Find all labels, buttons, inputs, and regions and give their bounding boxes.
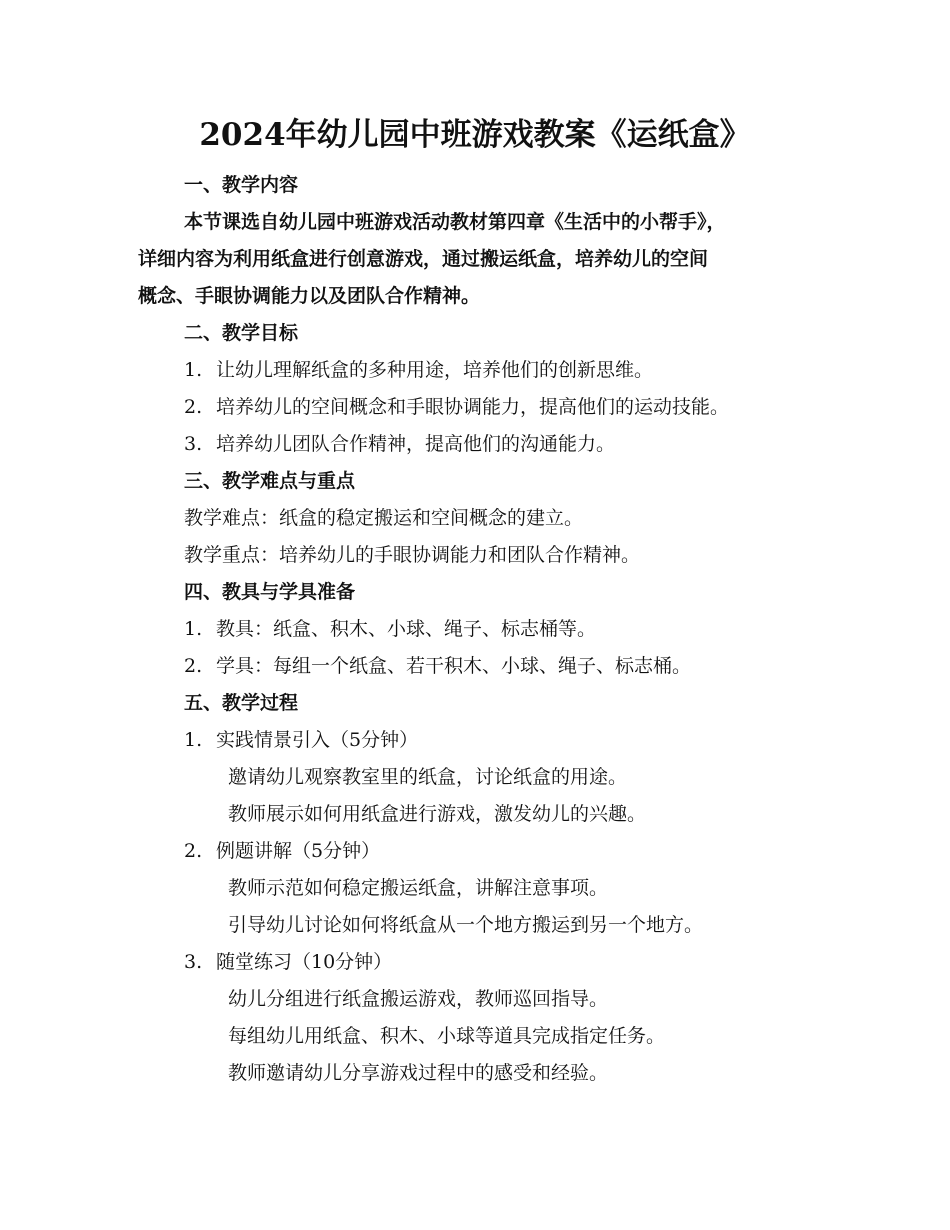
- teaching-content-paragraph-line-3: 概念、手眼协调能力以及团队合作精神。: [138, 285, 481, 307]
- process-step-detail: 教师展示如何用纸盒进行游戏，激发幼儿的兴趣。: [228, 803, 647, 825]
- section-heading-teaching-content: 一、教学内容: [184, 174, 299, 196]
- teaching-content-paragraph-line-2: 详细内容为利用纸盒进行创意游戏，通过搬运纸盒，培养幼儿的空间: [138, 248, 709, 270]
- process-step-number: 2.: [184, 840, 203, 862]
- materials-number: 2.: [184, 655, 203, 677]
- process-step-detail: 教师示范如何稳定搬运纸盒，讲解注意事项。: [228, 877, 609, 899]
- process-step-detail: 邀请幼儿观察教室里的纸盒，讨论纸盒的用途。: [228, 766, 628, 788]
- process-step-detail: 幼儿分组进行纸盒搬运游戏，教师巡回指导。: [228, 988, 609, 1010]
- section-heading-materials: 四、教具与学具准备: [184, 581, 356, 603]
- process-step-detail: 教师邀请幼儿分享游戏过程中的感受和经验。: [228, 1062, 609, 1084]
- goal-number: 3.: [184, 433, 203, 455]
- goal-number: 2.: [184, 396, 203, 418]
- goal-text: 培养幼儿团队合作精神，提高他们的沟通能力。: [216, 433, 616, 455]
- goal-item: [138, 389, 808, 426]
- process-step: [138, 722, 808, 759]
- materials-number: 1.: [184, 618, 203, 640]
- section-heading-difficulties-key-points: 三、教学难点与重点: [184, 470, 356, 492]
- section-heading-teaching-process: 五、教学过程: [184, 692, 299, 714]
- goal-number: 1.: [184, 359, 203, 381]
- teaching-key-point: 教学重点：培养幼儿的手眼协调能力和团队合作精神。: [184, 544, 641, 566]
- process-step-title: 随堂练习（10分钟）: [216, 951, 393, 973]
- materials-text: 教具：纸盒、积木、小球、绳子、标志桶等。: [216, 618, 597, 640]
- process-step: [138, 833, 808, 870]
- goal-item: [138, 426, 808, 463]
- goal-text: 培养幼儿的空间概念和手眼协调能力，提高他们的运动技能。: [216, 396, 730, 418]
- teaching-difficulty: 教学难点：纸盒的稳定搬运和空间概念的建立。: [184, 507, 584, 529]
- process-step-detail: 引导幼儿讨论如何将纸盒从一个地方搬运到另一个地方。: [228, 914, 704, 936]
- teaching-content-paragraph-line-1: 本节课选自幼儿园中班游戏活动教材第四章《生活中的小帮手》，: [184, 211, 726, 233]
- document-body: [138, 167, 808, 1092]
- process-step-number: 3.: [184, 951, 203, 973]
- materials-text: 学具：每组一个纸盒、若干积木、小球、绳子、标志桶。: [216, 655, 692, 677]
- materials-item: [138, 611, 808, 648]
- goal-text: 让幼儿理解纸盒的多种用途，培养他们的创新思维。: [216, 359, 654, 381]
- section-heading-teaching-goals: 二、教学目标: [184, 322, 299, 344]
- goal-item: [138, 352, 808, 389]
- document-title: 2024年幼儿园中班游戏教案《运纸盒》: [199, 117, 751, 153]
- process-step-title: 例题讲解（5分钟）: [216, 840, 381, 862]
- process-step: [138, 944, 808, 981]
- process-step-number: 1.: [184, 729, 203, 751]
- process-step-detail: 每组幼儿用纸盒、积木、小球等道具完成指定任务。: [228, 1025, 666, 1047]
- process-step-title: 实践情景引入（5分钟）: [216, 729, 419, 751]
- materials-item: [138, 648, 808, 685]
